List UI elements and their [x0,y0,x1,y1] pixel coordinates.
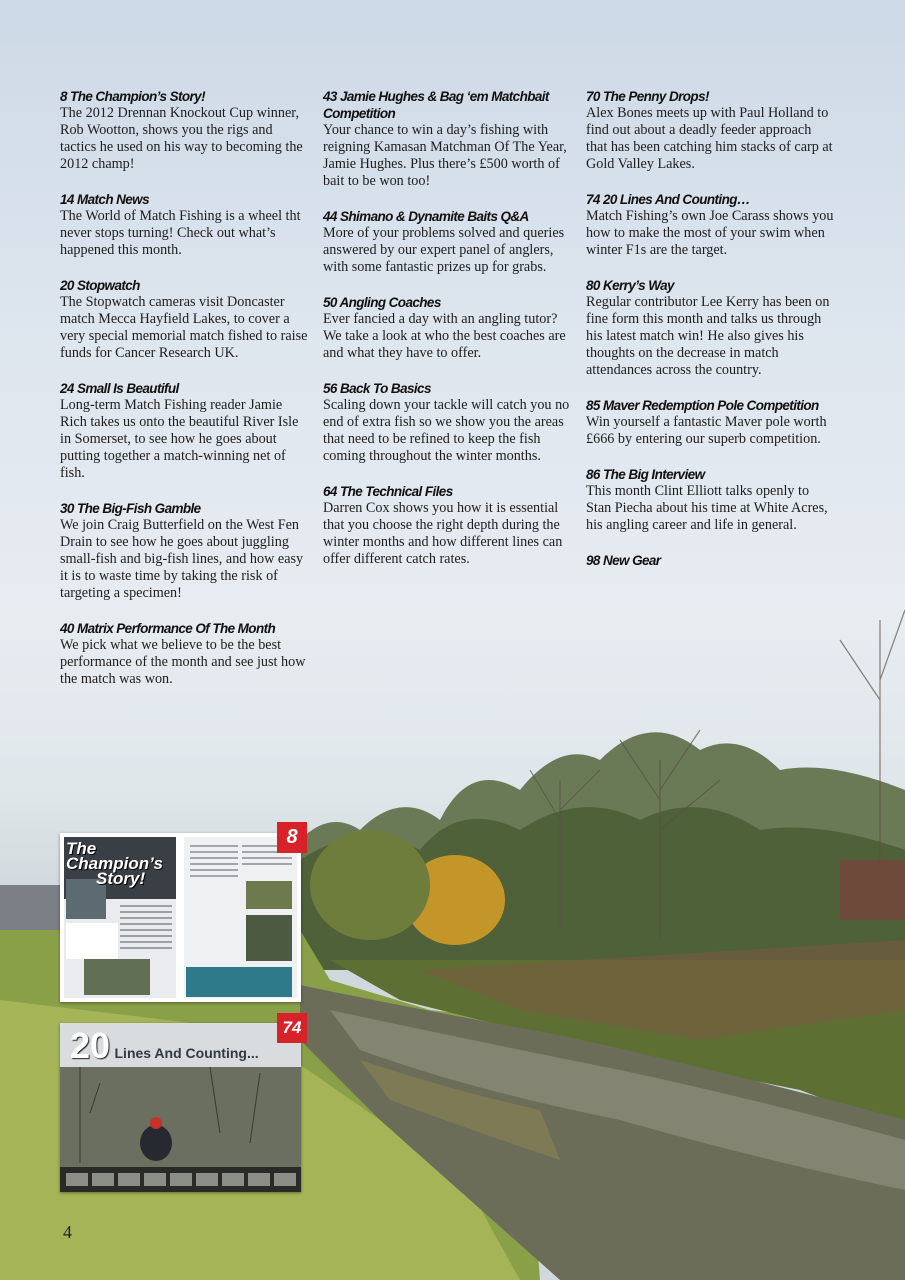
page-badge-74: 74 [277,1013,307,1043]
contents-entry[interactable] [323,483,571,568]
entry-body: This month Clint Elliott talks openly to Stan Piecha about his time at White Acres, his angling career and life in general. [586,483,828,533]
headline-line: The [66,839,97,858]
entry-body: Ever fancied a day with an angling tutor? We take a look at who the best coaches are and what they have to offer. [323,311,566,361]
champion-story-thumbnail[interactable] [60,833,301,1002]
entry-title: 14 Match News [60,192,149,207]
contents-entry[interactable] [323,208,571,276]
entry-title: 43 Jamie Hughes & Bag ‘em Matchbait Competition [323,89,549,121]
entry-title: 40 Matrix Performance Of The Month [60,621,276,636]
entry-title: 24 Small Is Beautiful [60,381,179,396]
contents-entry[interactable] [586,277,834,379]
contents-entry[interactable] [586,88,834,173]
contents-entry[interactable] [60,620,308,688]
entry-body: Your chance to win a day’s fishing with reigning Kamasan Matchman Of The Year, Jamie Hughes. Plus there’s £500 worth of bait to be won too! [323,122,567,189]
contents-entry[interactable] [586,191,834,259]
entry-title: 85 Maver Redemption Pole Competition [586,398,819,413]
entry-body: Long-term Match Fishing reader Jamie Rich takes us onto the beautiful River Isle in Somerset, to see how he goes about putting together a match-winning net of fish. [60,397,299,481]
contents-entry[interactable] [60,500,308,602]
contents-entry[interactable] [60,380,308,482]
entry-body: The World of Match Fishing is a wheel tht never stops turning! Check out what’s happened this month. [60,208,301,258]
contents-entry[interactable] [60,88,308,173]
contents-entry[interactable] [60,277,308,362]
champion-headline [66,841,163,886]
entry-title: 56 Back To Basics [323,381,431,396]
page-number: 4 [63,1222,72,1242]
headline-text: Lines And Counting... [114,1045,259,1061]
entry-body: Scaling down your tackle will catch you no end of extra fish so we show you the areas that need to be refined to keep the fish coming throughout the winter months. [323,397,570,464]
headline-number: 20 [70,1025,111,1066]
contents-entry[interactable] [586,466,834,534]
entry-body: We join Craig Butterfield on the West Fen Drain to see how he goes about juggling small-fish and big-fish lines, and how easy it is to waste time by taking the risk of targeting a specimen! [60,517,304,601]
entry-title: 80 Kerry’s Way [586,278,674,293]
contents-column-2 [323,88,571,586]
entry-title: 50 Angling Coaches [323,295,441,310]
headline-line: Story! [96,869,146,888]
contents-column-3 [586,88,834,587]
entry-title: 44 Shimano & Dynamite Baits Q&A [323,209,529,224]
entry-title: 30 The Big-Fish Gamble [60,501,201,516]
entry-body: More of your problems solved and queries answered by our expert panel of anglers, with some fantastic prizes up for grabs. [323,225,565,275]
entry-body: Win yourself a fantastic Maver pole worth £666 by entering our superb competition. [586,414,827,447]
lines-counting-thumbnail[interactable] [60,1023,301,1192]
contents-column-1 [60,88,308,706]
contents-entry[interactable] [323,88,571,190]
contents-entry[interactable] [586,552,834,569]
entry-body: Alex Bones meets up with Paul Holland to find out about a deadly feeder approach that has been catching him stacks of carp at Gold Valley Lakes. [586,105,833,172]
entry-title: 20 Stopwatch [60,278,140,293]
entry-title: 70 The Penny Drops! [586,89,709,104]
contents-entry[interactable] [60,191,308,259]
headline-line: Champion’s [66,854,163,873]
entry-body: Darren Cox shows you how it is essential that you choose the right depth during the winter months and how different lines can offer different catch rates. [323,500,563,567]
entry-body: We pick what we believe to be the best performance of the month and see just how the match was won. [60,637,306,687]
contents-entry[interactable] [323,294,571,362]
entry-title: 8 The Champion’s Story! [60,89,205,104]
entry-title: 98 New Gear [586,553,661,568]
entry-body: The Stopwatch cameras visit Doncaster match Mecca Hayfield Lakes, to cover a very special memorial match fished to raise funds for Cancer Research UK. [60,294,308,361]
entry-body: Regular contributor Lee Kerry has been on fine form this month and talks us through his latest match win! He also gives his thoughts on the decrease in match attendances across the country. [586,294,830,378]
entry-title: 86 The Big Interview [586,467,705,482]
contents-entry[interactable] [323,380,571,465]
entry-body: The 2012 Drennan Knockout Cup winner, Rob Wootton, shows you the rigs and tactics he used on his way to becoming the 2012 champ! [60,105,303,172]
contents-entry[interactable] [586,397,834,448]
entry-body: Match Fishing’s own Joe Carass shows you how to make the most of your swim when winter F1s are the target. [586,208,834,258]
entry-title: 74 20 Lines And Counting… [586,192,750,207]
entry-title: 64 The Technical Files [323,484,453,499]
lines-headline [70,1025,259,1067]
page-badge-8: 8 [277,822,307,853]
